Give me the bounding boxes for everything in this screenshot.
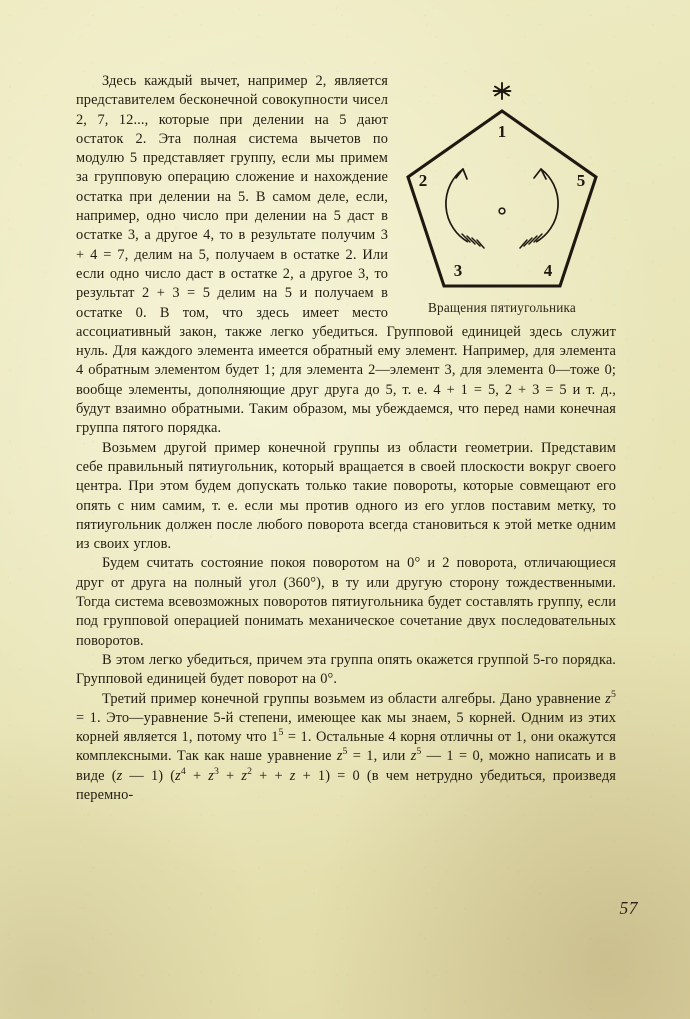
math-variable: z	[289, 767, 296, 784]
exponent: 4	[180, 765, 186, 777]
rotation-arrow-left	[446, 169, 468, 242]
paragraph-3: Будем считать состояние покоя поворотом на 0° и 2 поворота, отличающиеся друг от друга на полный угол (360°), в ту или другую сторону тождественными. Тогда система всевозможных поворотов пятиугольника будет составлять группу, если под групповой операцией понимать механическое сочетание двух последовательных поворотов.	[76, 555, 616, 649]
math-variable: z	[116, 767, 123, 784]
math-variable: z	[605, 690, 611, 707]
math-variable: z	[336, 748, 343, 765]
exponent: 5	[278, 727, 284, 739]
math-variable: z	[410, 748, 417, 765]
center-point	[499, 208, 505, 214]
pentagon-diagram-svg	[388, 74, 616, 296]
figure-block	[388, 74, 616, 316]
exponent: 5	[342, 746, 348, 758]
pentagon-rotation-figure	[388, 74, 616, 296]
math-variable: z	[241, 767, 248, 784]
paragraph-1: Здесь каждый вычет, например 2, является представителем бесконечной совокупности чисел 2, 7, 12..., которые при делении на 5 дают остаток 2. Эта полная система вычетов по модулю 5 представляет группу, если мы примем за групповую операцию сложение и нахождение остатка при делении на 5. В самом деле, если, например, одно число при делении на 5 даст в остатке 3, а другое 4, то в результате получим 3 + 4 = 7, делим на 5, получаем в остатке 2. Или если одно число даст в остатке 2, а другое 3, то результат 2 + 3 = 5 делим на 5 и получаем в остатке 0. В том, что здесь имеет место ассоциативный закон, также легко убедиться. Групповой единицей здесь служит нуль. Для каждого элемента имеется обратный ему элемент. Например, для элемента 4 обратным элементом будет 1; для элемента 2—элемент 3, для элемента 0—тоже 0; вообще элементы, дополняющие друг друга до 5, т. е. 4 + 1 = 5, 2 + 3 = 5 и т. д., будут взаимно обратными. Таким образом, мы убеждаемся, что перед нами конечная группа пятого порядка.	[76, 73, 616, 437]
exponent: 5	[416, 746, 422, 758]
vertex-label-2: 2	[418, 171, 428, 190]
figure-caption: Вращения пятиугольника	[428, 300, 576, 315]
exponent: 2	[247, 765, 253, 777]
asterisk-marker-icon	[494, 83, 511, 99]
paragraph-5-with-formulas: Третий пример конечной группы возьмем из области алгебры. Дано уравнение $z^5 = 1$. Это—уравнение 5-й степени, имеющее как мы знаем, 5 корней. Одним из этих корней является 1, потому что $1^5 = 1$. Остальные 4 корня отличны от 1, они окажутся комплексными. Так как наше уравнение $z^5 = 1$, или $z^5$ — 1 = 0, можно написать и в виде (z — 1) ($z^4 + z^3 + z^2$ + + z + 1) = 0 (в чем нетрудно убедиться, произведя перемно-	[76, 688, 617, 803]
vertex-label-1: 1	[497, 122, 507, 141]
exponent: 3	[213, 765, 219, 777]
math-variable: z	[208, 767, 214, 784]
paragraph-2: Возьмем другой пример конечной группы из области геометрии. Представим себе правильный пятиугольник, который вращается в своей плоскости вокруг своего центра. При этом будем допускать только такие повороты, которые совмещают его опять с ним самим, т. е. если мы против одного из его углов поставим метку, то пятиугольник должен после любого поворота всегда становиться к этой метке одним из своих углов.	[76, 439, 616, 553]
rotation-arrow-right-head	[534, 169, 546, 179]
page-number: 57	[619, 898, 638, 918]
page-text-body	[76, 72, 616, 805]
math-variable: z	[175, 767, 181, 784]
vertex-label-4: 4	[543, 261, 553, 280]
vertex-label-5: 5	[576, 171, 586, 190]
exponent: 5	[611, 688, 616, 700]
rotation-arrow-right	[536, 169, 558, 242]
paragraph-4: В этом легко убедиться, причем эта группа опять окажется группой 5-го порядка. Групповой единицей будет поворот на 0°.	[76, 651, 616, 688]
vertex-label-3: 3	[453, 261, 463, 280]
